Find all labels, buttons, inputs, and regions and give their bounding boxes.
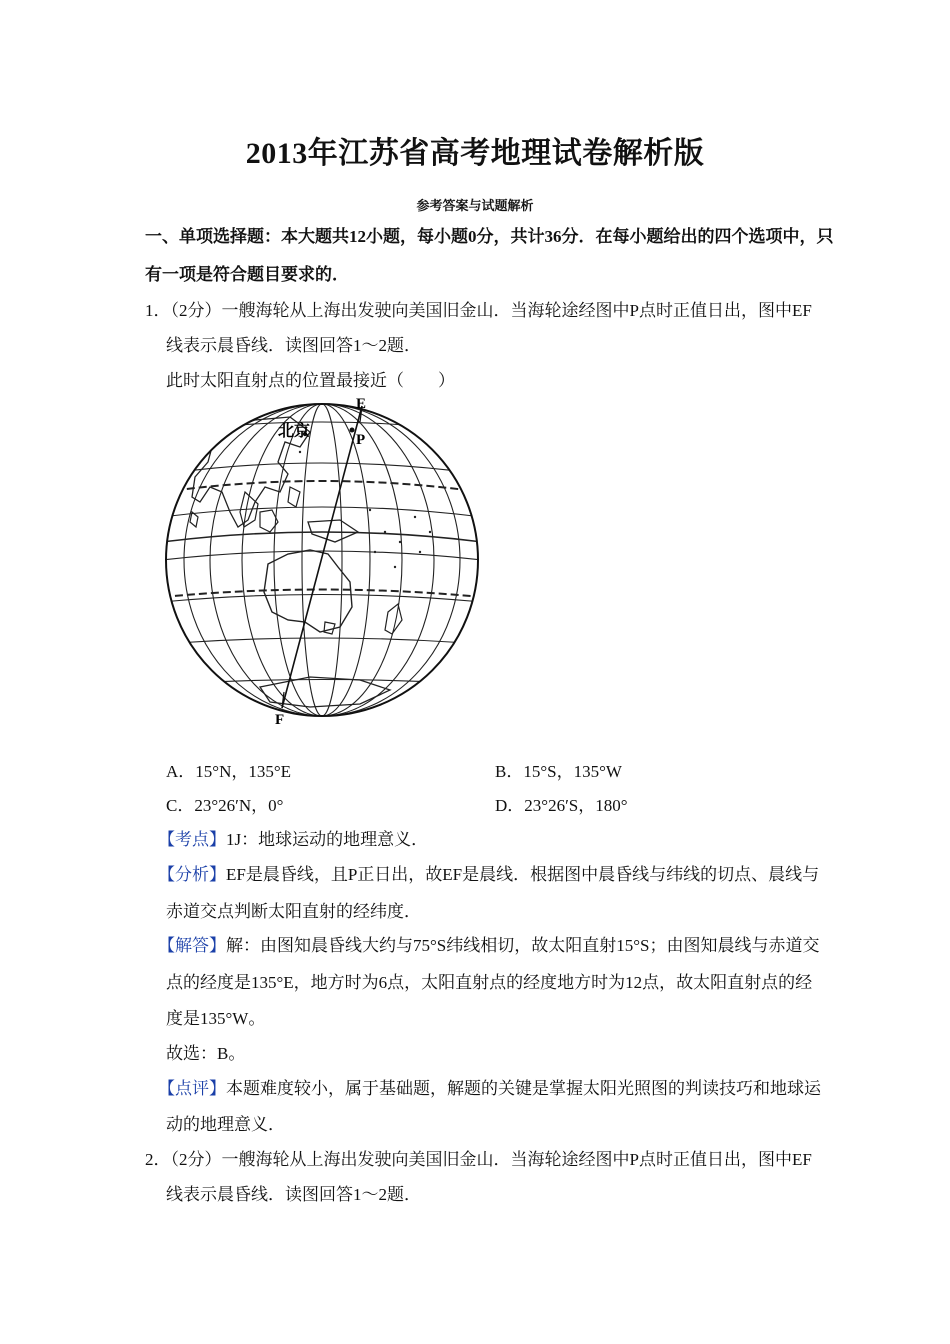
label-e: E [356, 396, 367, 412]
q1-dianping [158, 1074, 821, 1099]
q1-option-d: D．23°26′S，180° [495, 796, 628, 815]
kaodian-tag: 【考点】 [158, 830, 226, 849]
section-heading-line1: 一、单项选择题：本大题共12小题，每小题0分，共计36分．在每小题给出的四个选项中，只 [145, 227, 834, 246]
q1-kaodian [158, 825, 428, 850]
dianping-tag: 【点评】 [158, 1079, 226, 1098]
q1-stem-line2: 线表示晨昏线．读图回答1～2题． [166, 336, 421, 355]
q1-answer: 故选：B。 [166, 1044, 246, 1063]
q1-question: 此时太阳直射点的位置最接近（ ） [166, 371, 455, 390]
globe-illumination-figure [160, 392, 490, 732]
fenxi-tag: 【分析】 [158, 865, 226, 884]
q2-stem-line2: 线表示晨昏线．读图回答1～2题． [166, 1185, 421, 1204]
q1-option-b: B．15°S，135°W [495, 762, 622, 781]
jieda-line1: 解：由图知晨昏线大约与75°S纬线相切，故太阳直射15°S；由图知晨线与赤道交 [226, 936, 820, 955]
jieda-line2: 点的经度是135°E，地方时为6点，太阳直射点的经度地方时为12点，故太阳直射点的经 [166, 973, 813, 992]
kaodian-text: 1J：地球运动的地理意义． [226, 830, 429, 849]
label-p: P [356, 432, 366, 448]
fenxi-line2: 赤道交点判断太阳直射的经纬度． [166, 902, 421, 921]
page-subtitle: 参考答案与试题解析 [416, 198, 534, 213]
section-heading-line2: 有一项是符合题目要求的． [145, 265, 349, 284]
dianping-line1: 本题难度较小，属于基础题，解题的关键是掌握太阳光照图的判读技巧和地球运 [226, 1079, 821, 1098]
q1-fenxi [158, 860, 819, 885]
jieda-line3: 度是135°W。 [166, 1009, 266, 1028]
page-title: 2013年江苏省高考地理试卷解析版 [245, 137, 705, 170]
q2-stem-line1: 2．（2分）一艘海轮从上海出发驶向美国旧金山．当海轮途经图中P点时正值日出，图中EF [145, 1150, 812, 1169]
q1-option-c: C．23°26′N，0° [166, 796, 284, 815]
q1-option-a: A．15°N，135°E [166, 762, 292, 781]
label-f: F [275, 712, 285, 728]
fenxi-line1: EF是晨昏线，且P正日出，故EF是晨线．根据图中晨昏线与纬线的切点、晨线与 [226, 865, 820, 884]
q1-jieda [158, 931, 820, 956]
q1-stem-line1: 1．（2分）一艘海轮从上海出发驶向美国旧金山．当海轮途经图中P点时正值日出，图中EF [145, 301, 812, 320]
label-beijing: 北京 [278, 423, 311, 440]
jieda-tag: 【解答】 [158, 936, 226, 955]
dianping-line2: 动的地理意义． [166, 1115, 285, 1134]
